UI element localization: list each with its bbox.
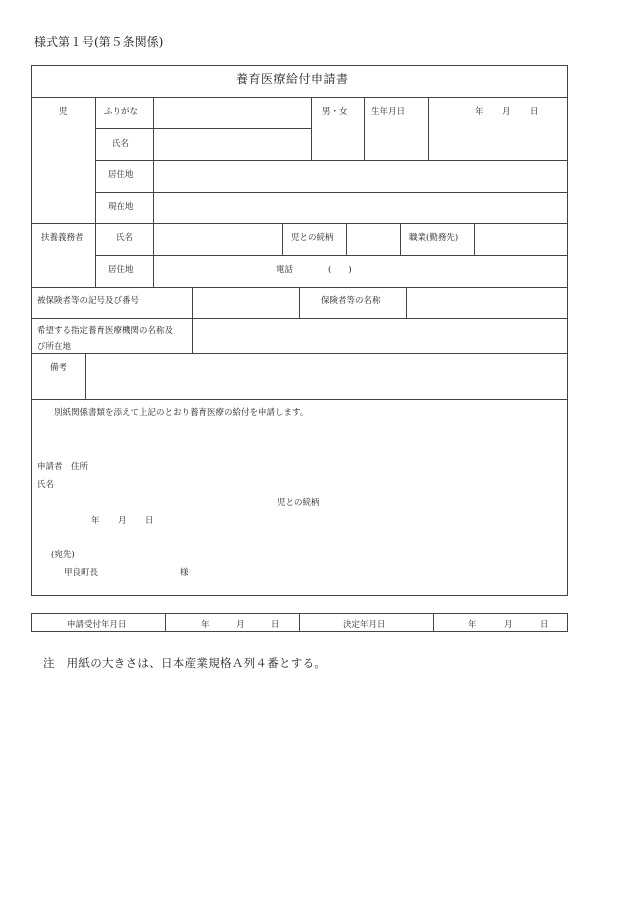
applicant-relation-label: 児との続柄 <box>277 498 320 508</box>
rule <box>153 97 154 161</box>
received-day: 日 <box>271 620 280 630</box>
declaration-year: 年 <box>91 516 100 526</box>
rule <box>299 613 300 632</box>
rule <box>31 318 568 319</box>
declaration-month: 月 <box>118 516 127 526</box>
decision-day: 日 <box>540 620 549 630</box>
child-current-address-label: 現在地 <box>108 202 134 212</box>
rule <box>31 399 568 400</box>
declaration-day: 日 <box>145 516 154 526</box>
rule <box>364 97 365 161</box>
received-month: 月 <box>236 620 245 630</box>
guardian-occupation-label: 職業(勤務先) <box>409 233 459 243</box>
rule <box>95 192 568 193</box>
guardian-phone-label: 電話 <box>276 265 294 275</box>
rule <box>85 353 86 399</box>
rule <box>406 287 407 318</box>
rule <box>192 287 193 354</box>
mayor-label: 甲良町長 <box>64 568 99 578</box>
guardian-label: 扶養義務者 <box>41 233 84 243</box>
form-title: 養育医療給付申請書 <box>236 72 349 86</box>
birthdate-day: 日 <box>530 107 539 117</box>
paper-size-note: 注 用紙の大きさは、日本産業規格Ａ列４番とする。 <box>43 656 327 670</box>
rule <box>31 97 568 98</box>
rule <box>95 128 311 129</box>
birthdate-label: 生年月日 <box>371 107 406 117</box>
rule <box>31 223 568 224</box>
form-number-heading: 様式第１号(第５条関係) <box>34 35 164 49</box>
form-border-bottom <box>31 595 568 596</box>
birthdate-month: 月 <box>502 107 511 117</box>
honorific-sama: 様 <box>180 568 189 578</box>
guardian-phone-area-code: ( ) <box>328 265 352 275</box>
sex-label: 男・女 <box>322 107 348 117</box>
insured-symbol-number-label: 被保険者等の記号及び番号 <box>37 296 140 306</box>
child-label: 児 <box>59 107 68 117</box>
applicant-address-label: 申請者 住所 <box>37 462 89 472</box>
received-date-label: 申請受付年月日 <box>67 620 127 630</box>
rule <box>165 613 166 632</box>
guardian-relation-label: 児との続柄 <box>291 233 334 243</box>
remarks-label: 備考 <box>50 363 68 373</box>
decision-year: 年 <box>468 620 477 630</box>
rule <box>428 97 429 161</box>
rule <box>433 613 434 632</box>
insurer-name-label: 保険者等の名称 <box>321 296 381 306</box>
form-border-top <box>31 65 568 66</box>
rule <box>95 160 568 161</box>
rule <box>567 613 568 632</box>
rule <box>95 255 568 256</box>
addressee-label: (宛先) <box>51 550 75 560</box>
declaration-text: 別紙関係書類を添えて上記のとおり養育医療の給付を申請します。 <box>54 408 309 418</box>
form-border-left <box>31 65 32 596</box>
received-year: 年 <box>201 620 210 630</box>
applicant-name-label: 氏名 <box>37 480 55 490</box>
birthdate-year: 年 <box>475 107 484 117</box>
institution-label-line2: び所在地 <box>37 342 72 352</box>
rule <box>31 613 32 632</box>
rule <box>282 223 283 255</box>
rule <box>31 353 568 354</box>
form-border-right <box>567 65 568 596</box>
institution-label-line1: 希望する指定養育医療機関の名称及 <box>37 326 174 336</box>
rule <box>299 287 300 318</box>
rule <box>311 97 312 161</box>
decision-date-label: 決定年月日 <box>343 620 386 630</box>
rule <box>400 223 401 255</box>
rule <box>346 223 347 255</box>
rule <box>474 223 475 255</box>
decision-month: 月 <box>504 620 513 630</box>
guardian-name-label: 氏名 <box>116 233 134 243</box>
guardian-residence-label: 居住地 <box>108 265 134 275</box>
furigana-label: ふりがな <box>104 107 139 117</box>
child-residence-label: 居住地 <box>108 170 134 180</box>
child-name-label: 氏名 <box>112 139 130 149</box>
